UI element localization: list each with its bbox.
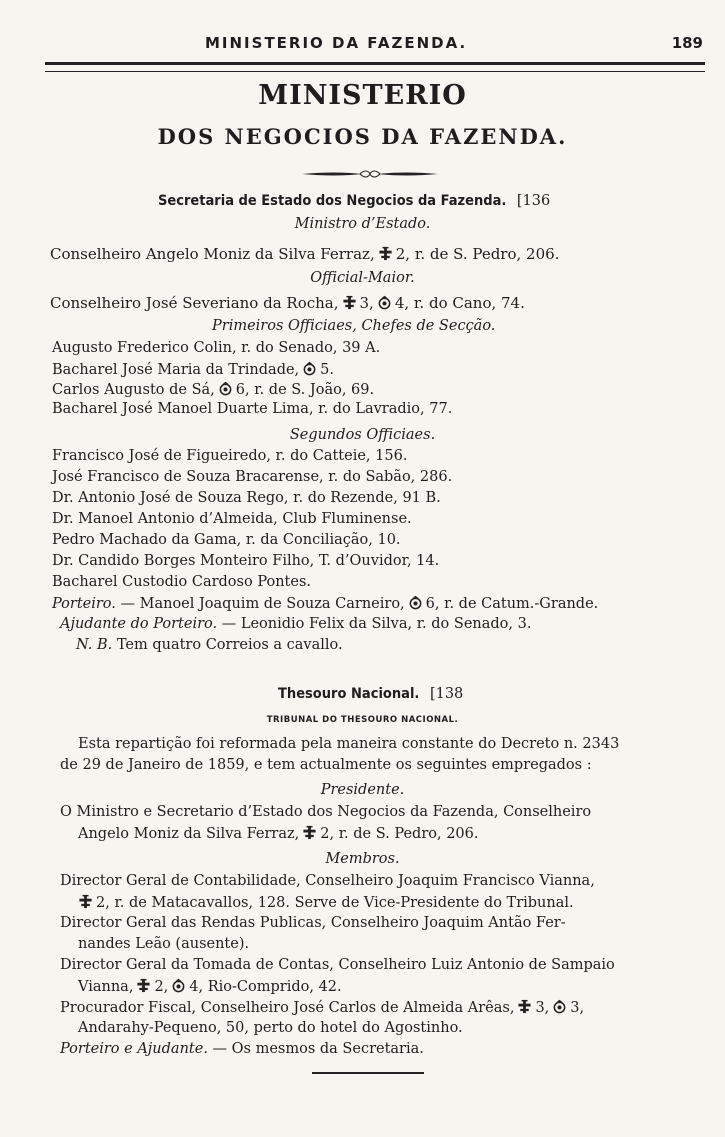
membro-2-line-1: Director Geral das Rendas Publicas, Conselheiro Joaquim Antão Fer- [60, 915, 566, 931]
porteiro-label: Porteiro. [52, 596, 116, 612]
primeiro-3-address: 6, r. de S. João, 69. [235, 382, 375, 398]
primeiro-2-grade: 5. [320, 362, 335, 378]
primeiro-4: Bacharel José Manoel Duarte Lima, r. do Lavradio, 77. [52, 401, 453, 417]
membro-4-line-1 [60, 999, 584, 1016]
membro-1-detail: 2, r. de Matacavallos, 128. Serve de Vice-Presidente do Tribunal. [96, 895, 574, 911]
thesouro-ref: [138 [429, 686, 464, 702]
ministro-name: Conselheiro Angelo Moniz da Silva Ferraz, [50, 245, 375, 263]
section-heading-secretaria [158, 193, 550, 209]
oficial-maior-label: Official-Maior. [310, 270, 415, 286]
membro-1-line-2 [78, 894, 574, 911]
porteiro-entry [52, 595, 598, 612]
presidente-line-2 [78, 825, 479, 842]
ministro-address: 2, r. de S. Pedro, 206. [395, 245, 560, 263]
segundo-7: Bacharel Custodio Cardoso Pontes. [52, 574, 312, 590]
primeiro-3-name: Carlos Augusto de Sá, [52, 382, 215, 398]
ministro-label: Ministro d’Estado. [294, 216, 431, 232]
nota-bene [76, 637, 343, 653]
secretaria-heading: Secretaria de Estado dos Negocios da Fazenda. [158, 193, 507, 209]
segundo-6: Dr. Candido Borges Monteiro Filho, T. d’Ouvidor, 14. [52, 553, 440, 569]
membro-3-name: Vianna, [78, 979, 134, 995]
cross-icon [342, 295, 357, 310]
ajudante-name: — Leonidio Felix da Silva, r. do Senado, 3. [221, 616, 532, 632]
segundo-3: Dr. Antonio José de Souza Rego, r. do Rezende, 91 B. [52, 490, 441, 506]
page-subtitle: DOS NEGOCIOS DA FAZENDA. [157, 124, 568, 149]
thesouro-porteiro-text: — Os mesmos da Secretaria. [212, 1041, 424, 1057]
header-rule [45, 62, 705, 72]
thesouro-heading: Thesouro Nacional. [278, 686, 420, 702]
oficial-maior-address: 4, r. do Cano, 74. [394, 294, 525, 312]
membro-4-grade-2: 3, [570, 1000, 585, 1016]
ajudante-label: Ajudante do Porteiro. [60, 616, 218, 632]
secretaria-ref: [136 [516, 193, 551, 209]
porteiro-address: 6, r. de Catum.-Grande. [425, 596, 599, 612]
cross-icon [302, 825, 317, 840]
segundo-2: José Francisco de Souza Bracarense, r. do Sabão, 286. [52, 469, 453, 485]
membro-3-address: 4, Rio-Comprido, 42. [189, 979, 342, 995]
rose-icon [377, 295, 392, 310]
thesouro-intro-2: de 29 de Janeiro de 1859, e tem actualmente os seguintes empregados : [60, 757, 592, 773]
tribunal-subheading: TRIBUNAL DO THESOURO NACIONAL. [266, 715, 459, 725]
presidente-address: 2, r. de S. Pedro, 206. [320, 826, 479, 842]
oficial-maior-name: Conselheiro José Severiano da Rocha, [50, 294, 339, 312]
thesouro-intro-1: Esta repartição foi reformada pela maneira constante do Decreto n. 2343 [78, 736, 620, 752]
cross-icon [136, 978, 151, 993]
membro-1-line-1: Director Geral de Contabilidade, Conselheiro Joaquim Francisco Vianna, [60, 873, 595, 889]
membro-4-grade: 3, [535, 1000, 550, 1016]
membro-2-line-2: nandes Leão (ausente). [78, 936, 250, 952]
membro-4-name: Procurador Fiscal, Conselheiro José Carlos de Almeida Arêas, [60, 1000, 515, 1016]
cross-icon [78, 894, 93, 909]
membro-3-line-2 [78, 978, 342, 995]
rose-icon [408, 595, 423, 610]
nota-bene-text: Tem quatro Correios a cavallo. [116, 637, 343, 653]
rose-icon [302, 361, 317, 376]
rose-icon [552, 999, 567, 1014]
porteiro-name: — Manoel Joaquim de Souza Carneiro, [120, 596, 405, 612]
membros-label: Membros. [325, 851, 400, 867]
segundo-4: Dr. Manoel Antonio d’Almeida, Club Fluminense. [52, 511, 412, 527]
primeiro-3 [52, 381, 374, 398]
segundos-label: Segundos Officiaes. [289, 427, 436, 443]
membro-3-line-1: Director Geral da Tomada de Contas, Conselheiro Luiz Antonio de Sampaio [60, 957, 615, 973]
thesouro-porteiro-label: Porteiro e Ajudante. [60, 1041, 208, 1057]
segundo-5: Pedro Machado da Gama, r. da Conciliação, 10. [52, 532, 401, 548]
membro-3-grade: 2, [154, 979, 169, 995]
page-title: MINISTERIO [258, 80, 467, 111]
rose-icon [218, 381, 233, 396]
presidente-name: Angelo Moniz da Silva Ferraz, [78, 826, 300, 842]
section-heading-thesouro [278, 686, 463, 702]
thesouro-porteiro-entry [60, 1041, 424, 1057]
cross-icon [517, 999, 532, 1014]
primeiro-2-name: Bacharel José Maria da Trindade, [52, 362, 300, 378]
rose-icon [171, 978, 186, 993]
nota-bene-label: N. B. [76, 637, 113, 653]
membro-4-line-2: Andarahy-Pequeno, 50, perto do hotel do Agostinho. [78, 1020, 463, 1036]
segundo-1: Francisco José de Figueiredo, r. do Catteie, 156. [52, 448, 408, 464]
cross-icon [378, 246, 393, 261]
presidente-line-1: O Ministro e Secretario d’Estado dos Negocios da Fazenda, Conselheiro [60, 804, 592, 820]
primeiro-2 [52, 361, 334, 378]
closing-rule [312, 1072, 424, 1074]
page-number: 189 [671, 34, 703, 52]
ornament-rule-icon [300, 170, 440, 178]
running-title: MINISTERIO DA FAZENDA. [205, 34, 468, 52]
running-head [0, 34, 725, 56]
oficial-maior-grade: 3, [359, 294, 374, 312]
ajudante-entry [60, 616, 531, 632]
primeiro-1: Augusto Frederico Colin, r. do Senado, 39 A. [52, 340, 381, 356]
primeiros-label: Primeiros Officiaes, Chefes de Secção. [212, 318, 496, 334]
oficial-maior-entry [50, 294, 525, 312]
presidente-label: Presidente. [320, 782, 405, 798]
ministro-entry [50, 245, 559, 263]
